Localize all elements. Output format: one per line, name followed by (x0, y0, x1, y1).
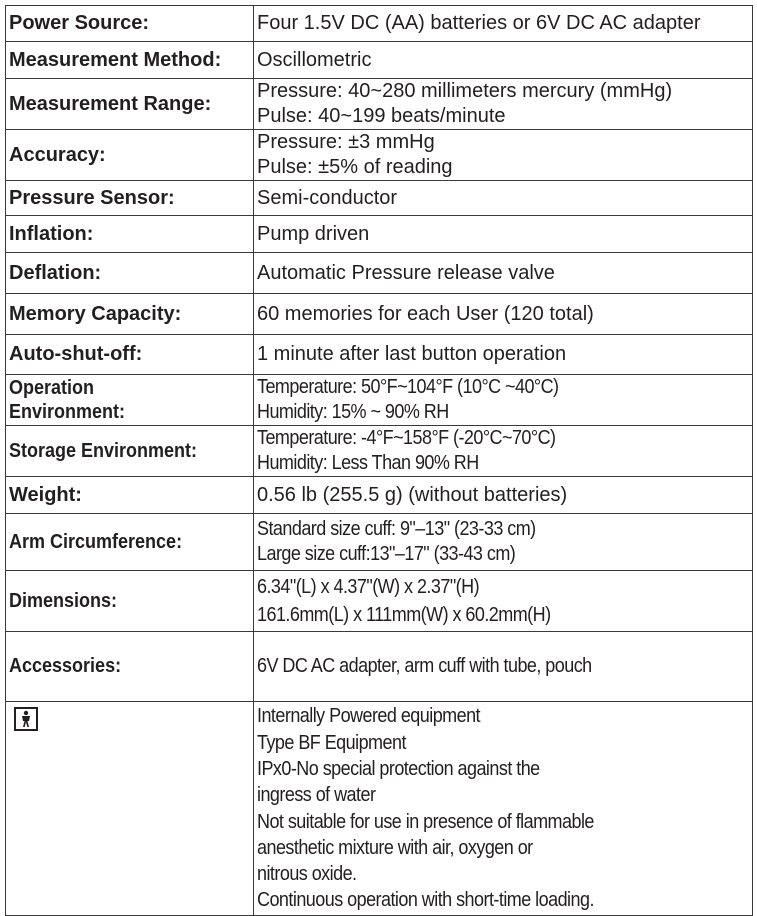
spec-label: Auto-shut-off: (6, 335, 254, 375)
spec-value: Pump driven (254, 216, 753, 253)
spec-label: Memory Capacity: (6, 294, 254, 335)
spec-label: Power Source: (6, 6, 254, 42)
table-row (6, 6, 753, 42)
spec-label: Pressure Sensor: (6, 181, 254, 216)
table-row (6, 702, 753, 916)
spec-label: Operation Environment: (6, 375, 254, 426)
table-row (6, 42, 753, 79)
spec-label: Deflation: (6, 253, 254, 294)
spec-label (6, 702, 254, 916)
spec-value: 6V DC AC adapter, arm cuff with tube, pouch (254, 632, 753, 702)
specifications-table (5, 5, 753, 916)
table-row (6, 253, 753, 294)
table-row (6, 335, 753, 375)
spec-label: Measurement Method: (6, 42, 254, 79)
table-row (6, 294, 753, 335)
spec-value: Temperature: -4°F~158°F (-20°C~70°C) Humidity: Less Than 90% RH (254, 426, 753, 477)
spec-value: Oscillometric (254, 42, 753, 79)
table-row (6, 181, 753, 216)
spec-value: 60 memories for each User (120 total) (254, 294, 753, 335)
spec-value: Pressure: ±3 mmHg Pulse: ±5% of reading (254, 130, 753, 181)
spec-value: 6.34"(L) x 4.37"(W) x 2.37"(H) 161.6mm(L) x 111mm(W) x 60.2mm(H) (254, 571, 753, 632)
table-row (6, 426, 753, 477)
table-row (6, 79, 753, 130)
spec-label: Dimensions: (6, 571, 254, 632)
spec-value: 1 minute after last button operation (254, 335, 753, 375)
spec-value: Automatic Pressure release valve (254, 253, 753, 294)
spec-value: Four 1.5V DC (AA) batteries or 6V DC AC adapter (254, 6, 753, 42)
spec-value: Pressure: 40~280 millimeters mercury (mmHg) Pulse: 40~199 beats/minute (254, 79, 753, 130)
spec-value: Internally Powered equipment Type BF Equipment IPx0-No special protection against the ingress of water Not suitable for use in presence of flammable anesthetic mixture with air, oxygen or nitrous oxide. Continuous operation with short-time loading. (254, 702, 753, 916)
spec-value: Standard size cuff: 9"–13" (23-33 cm) Large size cuff:13"–17" (33-43 cm) (254, 514, 753, 571)
table-row (6, 130, 753, 181)
spec-label: Weight: (6, 477, 254, 514)
table-row (6, 571, 753, 632)
table-row (6, 216, 753, 253)
spec-value: Temperature: 50°F~104°F (10°C ~40°C) Humidity: 15% ~ 90% RH (254, 375, 753, 426)
table-row (6, 375, 753, 426)
table-row (6, 632, 753, 702)
spec-label: Storage Environment: (6, 426, 254, 477)
spec-label: Arm Circumference: (6, 514, 254, 571)
spec-label: Accessories: (6, 632, 254, 702)
spec-label: Measurement Range: (6, 79, 254, 130)
spec-label: Inflation: (6, 216, 254, 253)
type-bf-applied-part-icon (14, 707, 38, 731)
spec-value: Semi-conductor (254, 181, 753, 216)
spec-value: 0.56 lb (255.5 g) (without batteries) (254, 477, 753, 514)
table-row (6, 514, 753, 571)
table-row (6, 477, 753, 514)
spec-label: Accuracy: (6, 130, 254, 181)
